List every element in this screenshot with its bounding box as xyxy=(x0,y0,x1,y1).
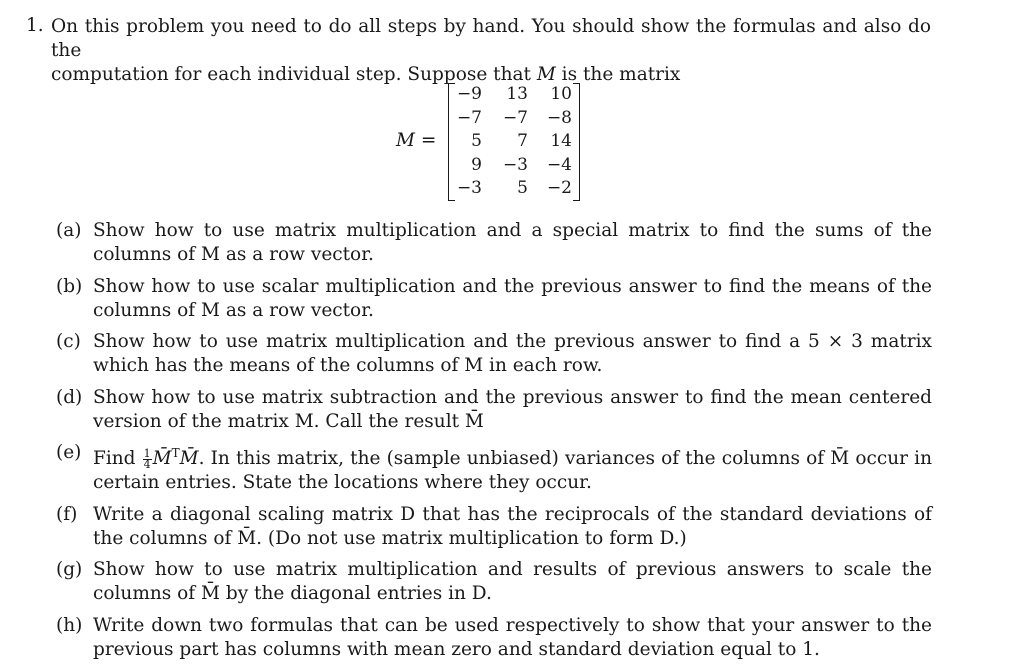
matrix-cell: 13 xyxy=(506,84,528,104)
matrix-cell: 10 xyxy=(550,84,572,104)
part-f xyxy=(56,503,932,551)
part-label: (a) xyxy=(56,220,82,241)
matrix-grid xyxy=(454,83,574,201)
part-label: (d) xyxy=(56,386,83,408)
fraction xyxy=(143,446,152,471)
intro-line-2-pre: computation for each individual step. Suppose that xyxy=(51,64,537,85)
transpose-superscript: T xyxy=(171,446,180,460)
fraction-numerator: 1 xyxy=(143,446,151,460)
matrix-right-bracket xyxy=(573,83,580,201)
part-text: Show how to use matrix multiplication and a special matrix to find the sums of the columns of M as a row vector. xyxy=(93,220,932,265)
matrix-row xyxy=(454,130,574,154)
problem-number: 1. xyxy=(26,15,44,36)
matrix-lhs xyxy=(396,130,436,151)
part-text: Write down two formulas that can be used respectively to show that your answer to the previous part has columns with mean zero and standard deviation equal to 1. xyxy=(93,614,932,660)
intro-line-1: On this problem you need to do all steps by hand. You should show the formulas and also do the xyxy=(51,16,931,61)
part-label: (c) xyxy=(56,331,81,352)
matrix-lhs-var: M xyxy=(396,130,415,151)
intro-matrix-var: M xyxy=(536,64,556,85)
matrix-m xyxy=(448,82,580,200)
part-e-mbar-b: M̄ xyxy=(179,448,199,470)
part-a xyxy=(56,219,932,267)
matrix-cell: 5 xyxy=(517,178,528,198)
matrix-cell: 7 xyxy=(517,131,528,151)
matrix-cell: 9 xyxy=(471,154,482,175)
part-g xyxy=(56,558,932,606)
matrix-cell: 5 xyxy=(471,131,482,151)
matrix-cell: −2 xyxy=(546,178,572,198)
part-text: Show how to use matrix multiplication and results of previous answers to scale the columns of M̄ by the diagonal entries in D. xyxy=(93,559,932,605)
part-e xyxy=(56,441,932,495)
part-label: (g) xyxy=(56,559,83,581)
matrix-row xyxy=(454,177,574,201)
matrix-cell: −3 xyxy=(456,178,482,198)
matrix-cell: −8 xyxy=(546,107,572,128)
part-label: (f) xyxy=(56,503,78,525)
matrix-cell: −9 xyxy=(456,84,482,104)
part-c xyxy=(56,330,932,378)
part-e-mbar-a: M̄ xyxy=(152,448,172,470)
matrix-row xyxy=(454,107,574,131)
part-e-post: . In this matrix, the (sample unbiased) variances of the columns of M̄ occur in certain entries. State the locations where they occur. xyxy=(93,448,932,494)
intro-line-2-post: is the matrix xyxy=(555,64,681,85)
part-text: Show how to use scalar multiplication and the previous answer to find the means of the columns of M as a row vector. xyxy=(93,275,932,321)
part-h xyxy=(56,614,932,662)
part-label: (b) xyxy=(56,275,83,297)
matrix-cell: −4 xyxy=(546,154,572,175)
matrix-cell: −3 xyxy=(502,154,528,175)
part-b xyxy=(56,275,932,323)
matrix-cell: −7 xyxy=(456,107,482,128)
matrix-row xyxy=(454,154,574,178)
matrix-cell: 14 xyxy=(550,131,572,151)
fraction-denominator: 4 xyxy=(143,457,151,471)
part-text: Write a diagonal scaling matrix D that has the reciprocals of the standard deviations of the columns of M̄. (Do not use matrix multiplication to form D.) xyxy=(93,503,932,549)
problem-intro xyxy=(51,15,931,87)
part-text: Show how to use matrix multiplication and the previous answer to find a 5 × 3 matrix which has the means of the columns of M in each row. xyxy=(93,331,932,376)
part-text: Show how to use matrix subtraction and the previous answer to find the mean centered version of the matrix M. Call the result M̄ xyxy=(93,386,932,432)
matrix-cell: −7 xyxy=(502,107,528,128)
parts-list xyxy=(56,219,932,669)
part-e-pre: Find xyxy=(93,448,142,470)
matrix-lhs-equals: = xyxy=(414,130,437,151)
part-label: (e) xyxy=(56,442,82,463)
part-d xyxy=(56,386,932,434)
matrix-row xyxy=(454,83,574,107)
part-text xyxy=(93,441,932,495)
part-label: (h) xyxy=(56,614,83,636)
